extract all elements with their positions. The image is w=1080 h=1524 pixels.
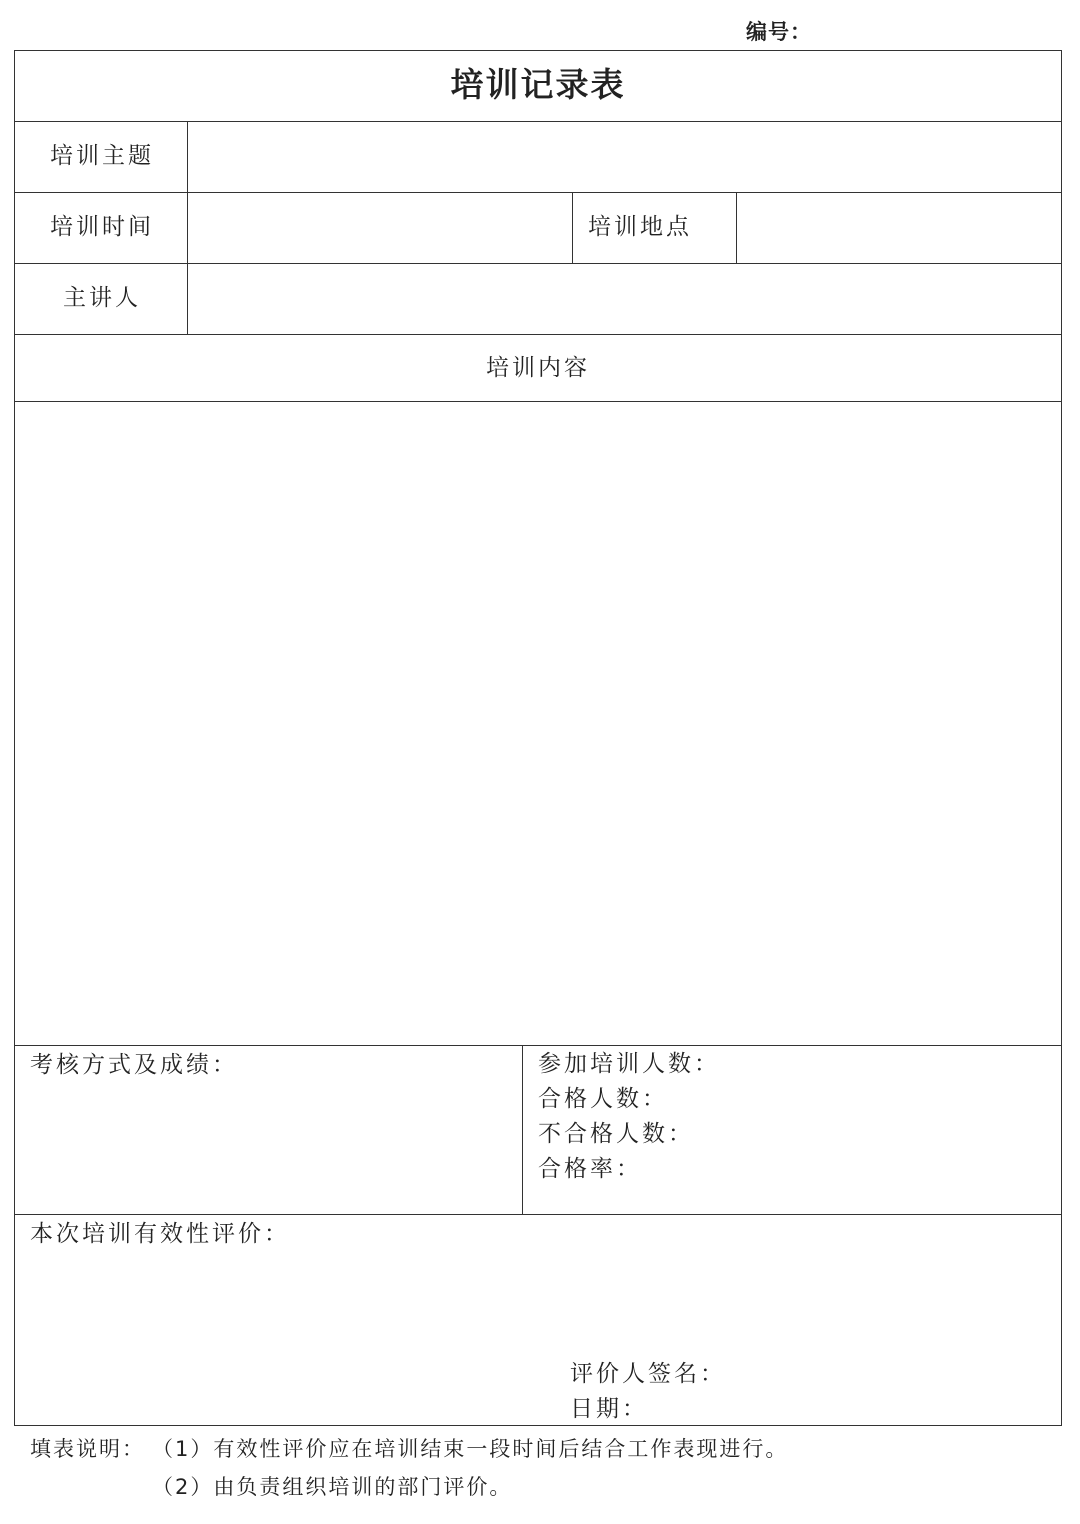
assessment-method-field[interactable] <box>16 1082 520 1212</box>
row-divider <box>14 1214 1062 1215</box>
signature-label: 评价人签名： <box>570 1361 726 1387</box>
row-divider <box>14 334 1062 335</box>
serial-number-label: 编号： <box>746 20 812 44</box>
row-divider <box>14 1045 1062 1046</box>
qualified-label: 合格人数： <box>538 1086 668 1112</box>
content-header: 培训内容 <box>486 355 590 381</box>
assessment-method-label: 考核方式及成绩： <box>30 1052 238 1078</box>
speaker-label: 主讲人 <box>63 285 141 311</box>
content-area[interactable] <box>16 404 1060 1043</box>
row-divider <box>14 192 1062 193</box>
location-field[interactable] <box>739 195 1060 261</box>
note-item: （2）由负责组织培训的部门评价。 <box>152 1475 513 1499</box>
row-divider <box>14 401 1062 402</box>
topic-field[interactable] <box>190 124 1060 190</box>
row-divider <box>14 121 1062 122</box>
column-divider <box>736 192 737 263</box>
column-divider <box>522 1045 523 1214</box>
column-divider <box>572 192 573 263</box>
unqualified-label: 不合格人数： <box>538 1121 694 1147</box>
location-label: 培训地点 <box>588 214 692 240</box>
form-title: 培训记录表 <box>450 65 626 104</box>
time-label: 培训时间 <box>50 214 154 240</box>
speaker-field[interactable] <box>190 266 1060 332</box>
pass-rate-label: 合格率： <box>538 1156 642 1182</box>
time-field[interactable] <box>190 195 570 261</box>
column-divider <box>187 121 188 334</box>
note-item: （1）有效性评价应在培训结束一段时间后结合工作表现进行。 <box>152 1437 789 1461</box>
date-label: 日期： <box>570 1396 648 1422</box>
topic-label: 培训主题 <box>50 143 154 169</box>
evaluation-field[interactable] <box>16 1252 1060 1352</box>
row-divider <box>14 263 1062 264</box>
evaluation-label: 本次培训有效性评价： <box>30 1221 290 1247</box>
notes-heading: 填表说明： <box>30 1437 145 1461</box>
participants-label: 参加培训人数： <box>538 1051 720 1077</box>
